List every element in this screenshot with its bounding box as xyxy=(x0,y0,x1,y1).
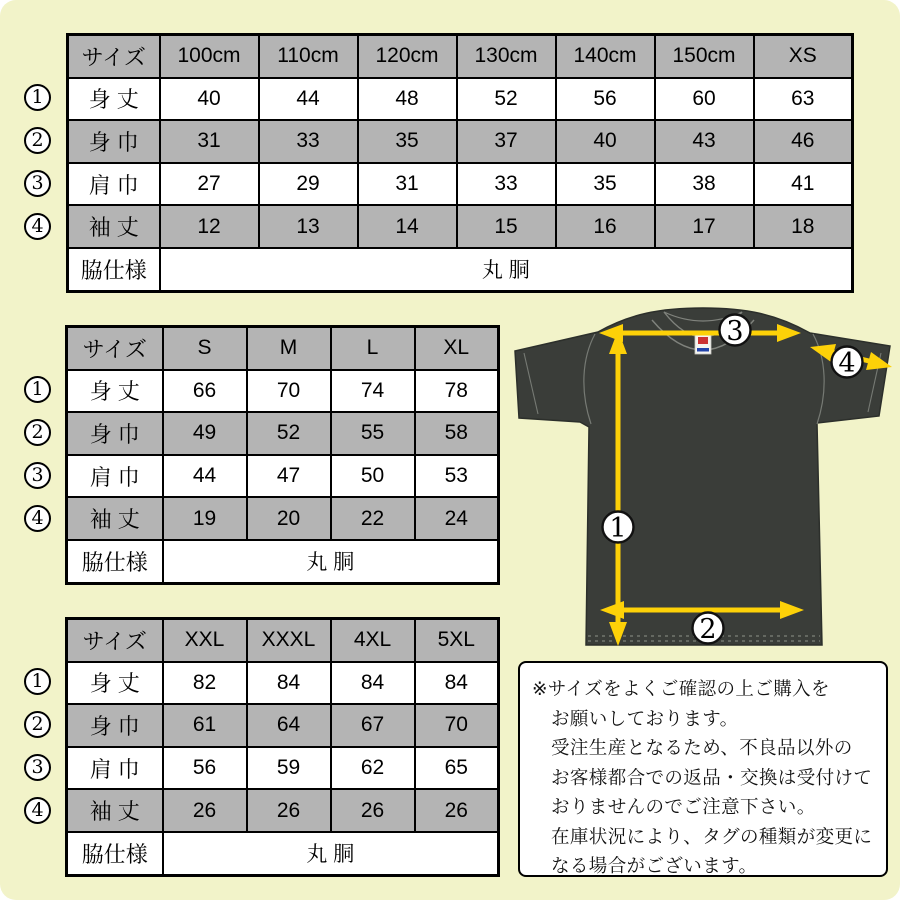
value-cell: 62 xyxy=(331,747,415,790)
footer-value-cell: 丸 胴 xyxy=(163,540,499,583)
diagram-marker-1: 1 xyxy=(609,513,627,544)
value-cell: 41 xyxy=(754,163,853,206)
column-header-cell: 140cm xyxy=(556,35,655,78)
value-cell: 31 xyxy=(160,120,259,163)
row-marker: 2 xyxy=(24,419,51,446)
value-cell: 46 xyxy=(754,120,853,163)
row-marker: 2 xyxy=(24,127,51,154)
size-table xyxy=(65,617,500,877)
row-marker: 3 xyxy=(24,170,51,197)
value-cell: 20 xyxy=(247,497,331,540)
value-cell: 37 xyxy=(457,120,556,163)
value-cell: 64 xyxy=(247,704,331,747)
value-cell: 26 xyxy=(247,789,331,832)
value-cell: 17 xyxy=(655,205,754,248)
row-marker: 2 xyxy=(24,711,51,738)
table-row xyxy=(67,747,499,790)
row-label-cell: 身 丈 xyxy=(67,370,163,413)
value-cell: 63 xyxy=(754,78,853,121)
value-cell: 59 xyxy=(247,747,331,790)
value-cell: 33 xyxy=(457,163,556,206)
column-header-cell: XXL xyxy=(163,619,247,662)
value-cell: 24 xyxy=(415,497,499,540)
footer-value-cell: 丸 胴 xyxy=(163,832,499,875)
value-cell: 74 xyxy=(331,370,415,413)
row-label-cell: 袖 丈 xyxy=(67,497,163,540)
notice-line: なる場合がございます。 xyxy=(551,855,758,876)
value-cell: 40 xyxy=(160,78,259,121)
value-cell: 29 xyxy=(259,163,358,206)
column-header-cell: XXXL xyxy=(247,619,331,662)
value-cell: 84 xyxy=(415,662,499,705)
table-row xyxy=(67,704,499,747)
row-marker: 1 xyxy=(24,84,51,111)
column-header-cell: 150cm xyxy=(655,35,754,78)
notice-line: 在庫状況により、タグの種類が変更に xyxy=(551,825,873,847)
footer-label-cell: 脇仕様 xyxy=(68,248,160,291)
row-label-cell: 肩 巾 xyxy=(67,747,163,790)
value-cell: 52 xyxy=(457,78,556,121)
row-marker: 4 xyxy=(24,797,51,824)
value-cell: 15 xyxy=(457,205,556,248)
column-header-cell: 110cm xyxy=(259,35,358,78)
table-footer-row xyxy=(67,540,499,583)
value-cell: 14 xyxy=(358,205,457,248)
value-cell: 26 xyxy=(331,789,415,832)
notice-line: 受注生産となるため、不良品以外の xyxy=(551,737,853,758)
row-marker: 3 xyxy=(24,462,51,489)
table-header-row xyxy=(68,35,853,78)
table-row xyxy=(68,205,853,248)
value-cell: 56 xyxy=(163,747,247,790)
value-cell: 35 xyxy=(556,163,655,206)
value-cell: 56 xyxy=(556,78,655,121)
row-marker: 1 xyxy=(24,668,51,695)
footer-label-cell: 脇仕様 xyxy=(67,540,163,583)
size-table-adult xyxy=(65,325,500,585)
table-footer-row xyxy=(67,832,499,875)
value-cell: 47 xyxy=(247,455,331,498)
table-row xyxy=(67,497,499,540)
value-cell: 48 xyxy=(358,78,457,121)
notice-line: ※サイズをよくご確認の上ご購入を xyxy=(532,678,830,699)
column-header-cell: 120cm xyxy=(358,35,457,78)
value-cell: 70 xyxy=(247,370,331,413)
size-header-cell: サイズ xyxy=(67,327,163,370)
value-cell: 53 xyxy=(415,455,499,498)
value-cell: 27 xyxy=(160,163,259,206)
table-header-row xyxy=(67,327,499,370)
column-header-cell: XL xyxy=(415,327,499,370)
value-cell: 49 xyxy=(163,412,247,455)
size-header-cell: サイズ xyxy=(67,619,163,662)
diagram-marker-4: 4 xyxy=(838,348,856,379)
value-cell: 82 xyxy=(163,662,247,705)
value-cell: 38 xyxy=(655,163,754,206)
collar-tag xyxy=(695,334,711,354)
row-label-cell: 身 巾 xyxy=(67,704,163,747)
row-marker: 3 xyxy=(24,754,51,781)
value-cell: 12 xyxy=(160,205,259,248)
row-marker: 1 xyxy=(24,376,51,403)
value-cell: 67 xyxy=(331,704,415,747)
value-cell: 13 xyxy=(259,205,358,248)
value-cell: 44 xyxy=(163,455,247,498)
value-cell: 50 xyxy=(331,455,415,498)
table-row xyxy=(67,370,499,413)
notice-line: おりませんのでご注意下さい。 xyxy=(551,796,816,817)
value-cell: 60 xyxy=(655,78,754,121)
size-table xyxy=(65,325,500,585)
column-header-cell: 100cm xyxy=(160,35,259,78)
table-row xyxy=(68,78,853,121)
column-header-cell: M xyxy=(247,327,331,370)
value-cell: 84 xyxy=(247,662,331,705)
row-label-cell: 身 丈 xyxy=(67,662,163,705)
value-cell: 84 xyxy=(331,662,415,705)
size-table-big xyxy=(65,617,500,877)
value-cell: 52 xyxy=(247,412,331,455)
notice-line: お願いしております。 xyxy=(551,707,739,729)
column-header-cell: 4XL xyxy=(331,619,415,662)
value-cell: 65 xyxy=(415,747,499,790)
size-header-cell: サイズ xyxy=(68,35,160,78)
table-footer-row xyxy=(68,248,853,291)
value-cell: 33 xyxy=(259,120,358,163)
diagram-marker-2: 2 xyxy=(699,614,717,645)
row-marker: 4 xyxy=(24,505,51,532)
value-cell: 43 xyxy=(655,120,754,163)
column-header-cell: S xyxy=(163,327,247,370)
row-label-cell: 身 巾 xyxy=(68,120,160,163)
value-cell: 35 xyxy=(358,120,457,163)
size-table xyxy=(66,33,854,293)
diagram-marker-3: 3 xyxy=(726,316,744,347)
value-cell: 40 xyxy=(556,120,655,163)
value-cell: 18 xyxy=(754,205,853,248)
tshirt-diagram xyxy=(500,296,900,661)
value-cell: 78 xyxy=(415,370,499,413)
table-row xyxy=(67,412,499,455)
row-label-cell: 袖 丈 xyxy=(68,205,160,248)
table-row xyxy=(67,455,499,498)
value-cell: 19 xyxy=(163,497,247,540)
value-cell: 61 xyxy=(163,704,247,747)
value-cell: 26 xyxy=(415,789,499,832)
value-cell: 44 xyxy=(259,78,358,121)
value-cell: 55 xyxy=(331,412,415,455)
value-cell: 70 xyxy=(415,704,499,747)
value-cell: 22 xyxy=(331,497,415,540)
row-label-cell: 身 巾 xyxy=(67,412,163,455)
value-cell: 58 xyxy=(415,412,499,455)
value-cell: 16 xyxy=(556,205,655,248)
column-header-cell: XS xyxy=(754,35,853,78)
table-row xyxy=(68,163,853,206)
column-header-cell: L xyxy=(331,327,415,370)
table-header-row xyxy=(67,619,499,662)
purchase-notice-box xyxy=(518,661,888,877)
row-label-cell: 袖 丈 xyxy=(67,789,163,832)
table-row xyxy=(67,662,499,705)
column-header-cell: 130cm xyxy=(457,35,556,78)
row-label-cell: 肩 巾 xyxy=(68,163,160,206)
value-cell: 26 xyxy=(163,789,247,832)
row-label-cell: 身 丈 xyxy=(68,78,160,121)
row-label-cell: 肩 巾 xyxy=(67,455,163,498)
footer-label-cell: 脇仕様 xyxy=(67,832,163,875)
row-marker: 4 xyxy=(24,213,51,240)
size-table-kids xyxy=(66,33,854,293)
value-cell: 31 xyxy=(358,163,457,206)
value-cell: 66 xyxy=(163,370,247,413)
column-header-cell: 5XL xyxy=(415,619,499,662)
table-row xyxy=(67,789,499,832)
notice-line: お客様都合での返品・交換は受付けて xyxy=(551,766,873,788)
footer-value-cell: 丸 胴 xyxy=(160,248,853,291)
table-row xyxy=(68,120,853,163)
